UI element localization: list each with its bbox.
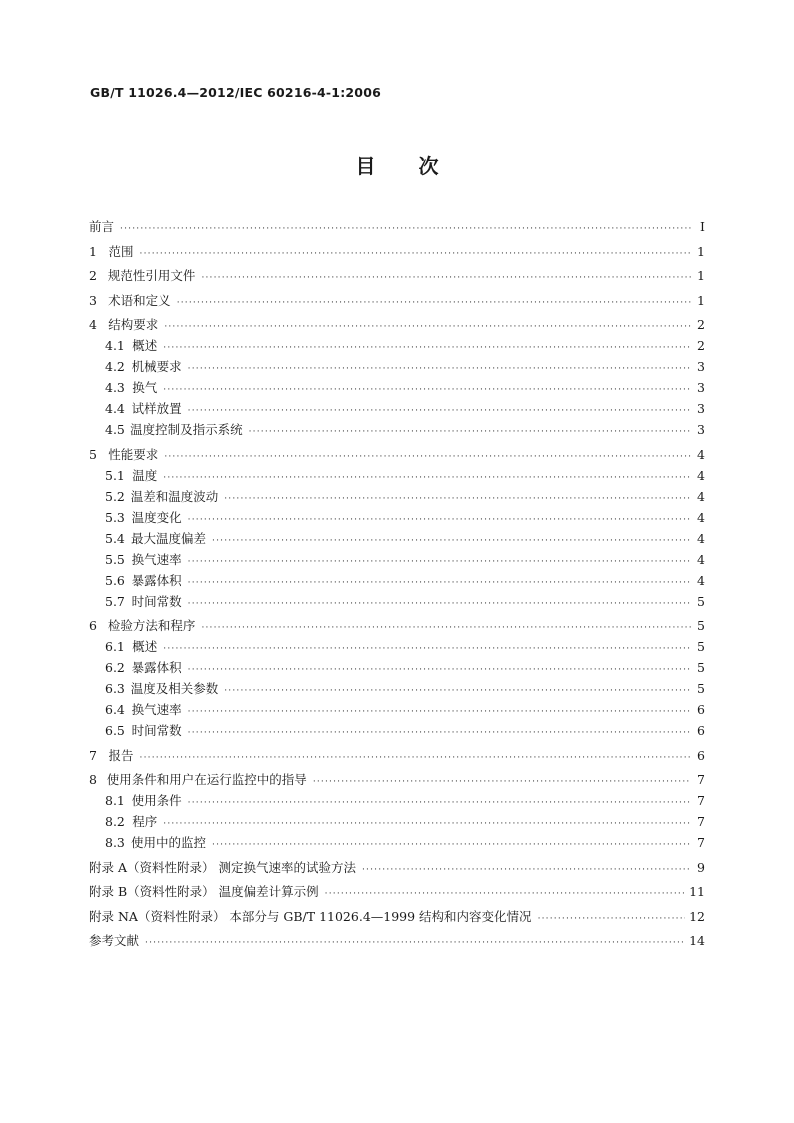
toc-leader-dots <box>163 468 691 489</box>
toc-entry-number: 4.2 <box>105 359 125 374</box>
toc-entry-page-number: 7 <box>697 772 705 787</box>
toc-entry-page-number: 4 <box>697 467 705 483</box>
toc-entry-page-number: 3 <box>697 422 705 437</box>
toc-leader-dots <box>145 933 685 954</box>
toc-entry[interactable] <box>89 444 705 465</box>
toc-entry-page-number: 4 <box>697 551 705 567</box>
toc-leader-dots <box>163 639 691 660</box>
table-of-contents <box>89 216 705 951</box>
toc-entry-number: 3 <box>89 292 97 308</box>
toc-entry-label: 温度控制及指示系统 <box>130 422 243 437</box>
toc-entry-number: 6 <box>89 618 97 633</box>
toc-entry-page-number: 5 <box>697 618 705 633</box>
toc-leader-dots <box>120 219 691 240</box>
toc-leader-dots <box>224 681 691 702</box>
toc-entry[interactable] <box>89 745 705 766</box>
toc-entry[interactable] <box>89 335 705 356</box>
toc-entry-label: 概述 <box>132 639 158 654</box>
toc-entry-page-number: 5 <box>697 639 705 654</box>
toc-entry[interactable] <box>89 678 705 699</box>
toc-entry-page-number: 5 <box>697 593 705 609</box>
toc-entry-page-number: 3 <box>697 401 705 416</box>
toc-entry-label: 暴露体积 <box>131 660 182 675</box>
toc-entry-page-number: 2 <box>697 317 705 332</box>
toc-leader-dots <box>538 909 686 930</box>
toc-entry[interactable] <box>89 790 705 811</box>
toc-entry[interactable] <box>89 486 705 507</box>
toc-entry[interactable] <box>89 699 705 720</box>
toc-entry-number: 5.3 <box>105 509 125 525</box>
toc-entry[interactable] <box>89 570 705 591</box>
toc-leader-dots <box>177 293 691 314</box>
toc-entry-number: 5.4 <box>105 530 125 546</box>
toc-entry-label: 温度 <box>132 467 158 483</box>
toc-entry-page-number: 3 <box>697 359 705 374</box>
toc-entry-page-number: 2 <box>697 338 705 353</box>
toc-entry-number: 6.4 <box>105 702 125 717</box>
toc-leader-dots <box>164 317 691 338</box>
toc-entry[interactable] <box>89 216 705 237</box>
toc-entry-number: 1 <box>89 243 97 259</box>
toc-entry-label: 时间常数 <box>131 723 182 738</box>
toc-entry-number: 5.7 <box>105 593 125 609</box>
toc-leader-dots <box>325 884 685 905</box>
toc-entry-number: 5.1 <box>105 467 125 483</box>
toc-leader-dots <box>140 748 691 769</box>
toc-entry-number: 5.5 <box>105 551 125 567</box>
toc-entry-page-number: 6 <box>697 723 705 738</box>
toc-entry-page-number: 4 <box>697 509 705 525</box>
toc-leader-dots <box>201 268 691 289</box>
toc-leader-dots <box>188 723 691 744</box>
toc-entry-label: 前言 <box>89 219 115 234</box>
toc-entry-label: 换气速率 <box>131 702 182 717</box>
toc-entry[interactable] <box>89 241 705 262</box>
toc-leader-dots <box>188 660 691 681</box>
toc-leader-dots <box>201 618 691 639</box>
toc-entry-number: 7 <box>89 747 97 763</box>
toc-entry-label: 时间常数 <box>131 593 182 609</box>
toc-entry-label: 术语和定义 <box>108 292 171 308</box>
toc-entry-label: 参考文献 <box>89 933 140 948</box>
toc-entry-label: 换气 <box>132 380 158 395</box>
toc-entry-label: 暴露体积 <box>131 572 182 588</box>
toc-entry-label: 最大温度偏差 <box>131 530 207 546</box>
toc-entry[interactable] <box>89 657 705 678</box>
toc-entry-label: 规范性引用文件 <box>107 268 196 283</box>
toc-entry-number: 6.2 <box>105 660 125 675</box>
toc-leader-dots <box>362 860 691 881</box>
toc-entry-label: 使用条件 <box>131 793 182 808</box>
toc-entry-label: 换气速率 <box>131 551 182 567</box>
toc-leader-dots <box>163 338 691 359</box>
toc-entry-page-number: 5 <box>697 681 705 696</box>
toc-entry-page-number: 7 <box>697 793 705 808</box>
toc-entry[interactable] <box>89 769 705 790</box>
toc-leader-dots <box>188 702 691 723</box>
toc-entry-page-number: Ⅰ <box>700 219 705 234</box>
toc-entry-page-number: 1 <box>697 268 705 283</box>
toc-leader-dots <box>249 422 691 443</box>
toc-entry-page-number: 5 <box>697 660 705 675</box>
toc-entry-number: 4.3 <box>105 380 125 395</box>
toc-leader-dots <box>188 401 691 422</box>
toc-entry-page-number: 1 <box>697 292 705 308</box>
toc-entry[interactable] <box>89 881 705 902</box>
toc-entry-label: 温差和温度波动 <box>130 488 219 504</box>
toc-leader-dots <box>164 447 691 468</box>
toc-entry-label: 使用中的监控 <box>131 835 207 850</box>
toc-leader-dots <box>224 489 691 510</box>
toc-leader-dots <box>188 510 691 531</box>
toc-entry-label: 温度变化 <box>131 509 182 525</box>
toc-entry[interactable] <box>89 832 705 853</box>
toc-entry[interactable] <box>89 265 705 286</box>
toc-entry-number: 5 <box>89 446 97 462</box>
toc-entry-page-number: 12 <box>689 908 705 924</box>
toc-entry[interactable] <box>89 720 705 741</box>
toc-entry[interactable] <box>89 591 705 612</box>
toc-entry-page-number: 9 <box>697 859 705 875</box>
toc-entry-label: 附录 B（资料性附录） 温度偏差计算示例 <box>89 884 319 899</box>
toc-entry-label: 附录 A（资料性附录） 测定换气速率的试验方法 <box>89 859 356 875</box>
toc-entry-page-number: 6 <box>697 747 705 763</box>
toc-leader-dots <box>212 835 691 856</box>
toc-entry-label: 报告 <box>108 747 134 763</box>
toc-leader-dots <box>163 814 691 835</box>
toc-entry[interactable] <box>89 290 705 311</box>
toc-entry[interactable] <box>89 857 705 878</box>
toc-entry-number: 4.5 <box>105 422 125 437</box>
toc-entry-label: 温度及相关参数 <box>130 681 219 696</box>
toc-leader-dots <box>188 573 691 594</box>
toc-entry[interactable] <box>89 507 705 528</box>
toc-leader-dots <box>313 772 691 793</box>
toc-leader-dots <box>188 552 691 573</box>
toc-leader-dots <box>188 793 691 814</box>
toc-entry-label: 结构要求 <box>108 317 159 332</box>
toc-entry[interactable] <box>89 615 705 636</box>
toc-entry-page-number: 1 <box>697 243 705 259</box>
toc-entry-number: 5.2 <box>105 488 125 504</box>
toc-entry-page-number: 4 <box>697 446 705 462</box>
toc-leader-dots <box>188 594 691 615</box>
toc-entry-number: 8 <box>89 772 97 787</box>
toc-leader-dots <box>140 244 691 265</box>
toc-entry-page-number: 7 <box>697 835 705 850</box>
toc-entry-label: 机械要求 <box>131 359 182 374</box>
toc-entry-number: 8.1 <box>105 793 125 808</box>
standard-code: GB/T 11026.4—2012/IEC 60216-4-1:2006 <box>90 85 381 100</box>
toc-entry-number: 4.1 <box>105 338 125 353</box>
toc-entry-number: 2 <box>89 268 97 283</box>
toc-entry[interactable] <box>89 314 705 335</box>
toc-entry[interactable] <box>89 465 705 486</box>
toc-entry-label: 程序 <box>132 814 158 829</box>
toc-entry[interactable] <box>89 419 705 440</box>
toc-entry-label: 试样放置 <box>131 401 182 416</box>
toc-entry-number: 4 <box>89 317 97 332</box>
toc-entry-label: 使用条件和用户在运行监控中的指导 <box>106 772 307 787</box>
toc-entry-page-number: 4 <box>697 572 705 588</box>
toc-entry-label: 概述 <box>132 338 158 353</box>
toc-entry-page-number: 6 <box>697 702 705 717</box>
toc-entry-label: 附录 NA（资料性附录） 本部分与 GB/T 11026.4—1999 结构和内容变化情况 <box>89 908 532 924</box>
toc-entry[interactable] <box>89 930 705 951</box>
toc-entry[interactable] <box>89 636 705 657</box>
toc-entry-page-number: 4 <box>697 488 705 504</box>
toc-entry-number: 5.6 <box>105 572 125 588</box>
toc-entry-label: 范围 <box>108 243 134 259</box>
toc-entry-number: 6.1 <box>105 639 125 654</box>
toc-leader-dots <box>163 380 691 401</box>
toc-entry-page-number: 4 <box>697 530 705 546</box>
toc-entry-page-number: 11 <box>689 884 705 899</box>
toc-entry-number: 8.3 <box>105 835 125 850</box>
toc-entry[interactable] <box>89 906 705 927</box>
toc-title: 目 次 <box>355 154 439 178</box>
toc-entry-number: 8.2 <box>105 814 125 829</box>
toc-entry-label: 检验方法和程序 <box>107 618 196 633</box>
toc-entry-number: 6.3 <box>105 681 125 696</box>
toc-entry-page-number: 7 <box>697 814 705 829</box>
toc-entry-page-number: 14 <box>689 933 705 948</box>
toc-entry-number: 4.4 <box>105 401 125 416</box>
toc-entry[interactable] <box>89 549 705 570</box>
toc-entry-number: 6.5 <box>105 723 125 738</box>
toc-entry[interactable] <box>89 377 705 398</box>
toc-entry-page-number: 3 <box>697 380 705 395</box>
toc-entry[interactable] <box>89 356 705 377</box>
toc-entry-label: 性能要求 <box>108 446 159 462</box>
toc-entry[interactable] <box>89 528 705 549</box>
toc-entry[interactable] <box>89 811 705 832</box>
toc-leader-dots <box>188 359 691 380</box>
toc-entry[interactable] <box>89 398 705 419</box>
toc-leader-dots <box>212 531 691 552</box>
